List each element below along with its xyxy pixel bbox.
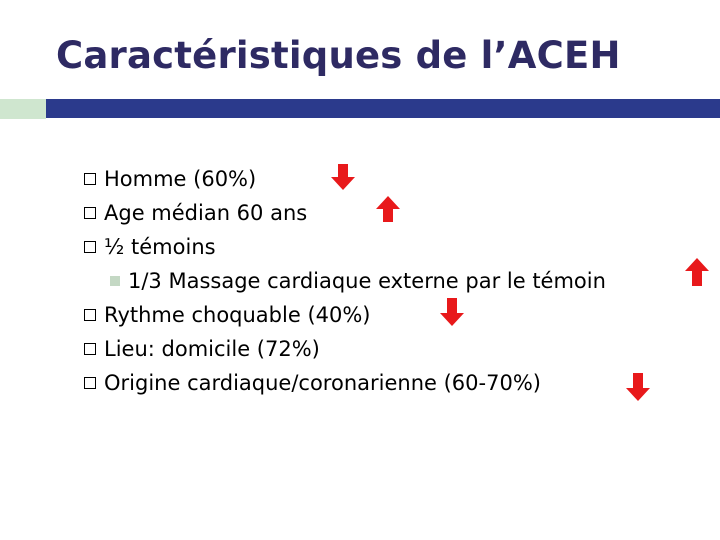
checkbox-bullet-icon	[84, 343, 96, 355]
bullet-text: Origine cardiaque/coronarienne (60-70%)	[104, 371, 541, 395]
red-arrow-up-icon	[376, 196, 400, 222]
bullet-text: Age médian 60 ans	[104, 201, 308, 225]
bullet-lieu	[84, 334, 606, 368]
checkbox-bullet-icon	[84, 377, 96, 389]
subbullet-massage	[84, 266, 606, 300]
bullet-list	[84, 164, 606, 402]
title-rule	[46, 99, 720, 118]
red-arrow-down-icon	[626, 373, 650, 401]
bullet-origine	[84, 368, 606, 402]
slide-title: Caractéristiques de l’ACEH	[56, 34, 621, 77]
checkbox-bullet-icon	[84, 241, 96, 253]
checkbox-bullet-icon	[84, 309, 96, 321]
bullet-text: Lieu: domicile (72%)	[104, 337, 320, 361]
square-bullet-icon	[110, 276, 120, 286]
red-arrow-down-icon	[440, 298, 464, 326]
bullet-temoins	[84, 232, 606, 266]
bullet-text: ½ témoins	[104, 235, 216, 259]
bullet-rythme	[84, 300, 606, 334]
red-arrow-down-icon	[331, 164, 355, 190]
bullet-text: Homme (60%)	[104, 167, 257, 191]
red-arrow-up-icon	[685, 258, 709, 286]
bullet-age	[84, 198, 606, 232]
checkbox-bullet-icon	[84, 207, 96, 219]
bullet-text: Rythme choquable (40%)	[104, 303, 371, 327]
checkbox-bullet-icon	[84, 173, 96, 185]
bullet-text: 1/3 Massage cardiaque externe par le témoin	[128, 269, 606, 293]
title-accent-bar	[0, 99, 46, 119]
